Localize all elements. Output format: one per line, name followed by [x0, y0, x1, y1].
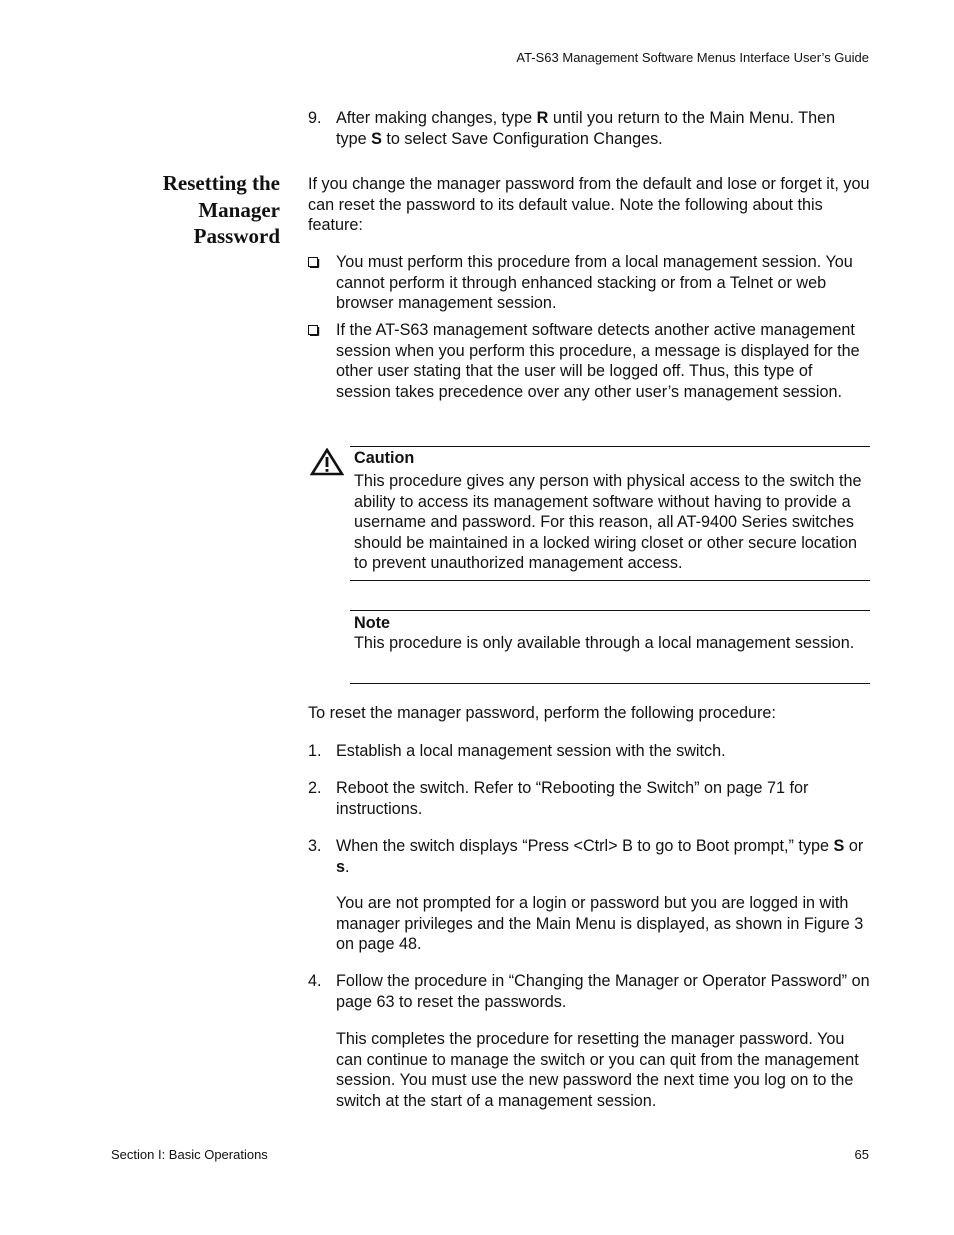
note-title: Note: [354, 614, 390, 632]
caution-top-rule: [350, 446, 870, 447]
step-9-text: After making changes, type R until you return to the Main Menu. Then type S to select Save Configuration Changes.: [336, 109, 836, 148]
warning-triangle-icon: [310, 448, 344, 476]
caution-bottom-rule: [350, 580, 870, 581]
running-header: AT-S63 Management Software Menus Interface User’s Guide: [516, 50, 869, 65]
procedure-intro: To reset the manager password, perform the following procedure:: [308, 704, 776, 722]
note-bottom-rule: [350, 683, 870, 684]
page-number: 65: [854, 1147, 869, 1162]
bullet-item: You must perform this procedure from a local management session. You cannot perform it through enhanced stacking or from a Telnet or web browser management session.: [336, 253, 853, 312]
step-3-note: You are not prompted for a login or password but you are logged in with manager privileges and the Main Menu is displayed, as shown in Figure 3 on page 48.: [336, 894, 864, 953]
section-intro: If you change the manager password from the default and lose or forget it, you can reset the password to its default value. Note the following about this feature:: [308, 175, 870, 234]
checkbox-bullet-icon: [308, 325, 320, 336]
step-1-number: 1.: [308, 742, 322, 760]
section-heading: Resetting the Manager Password: [162, 171, 280, 248]
step-4-note: This completes the procedure for resetting the manager password. You can continue to manage the switch or you can quit from the management session. You must use the new password the next time you log on to the switch at the start of a management session.: [336, 1030, 859, 1110]
note-text: This procedure is only available through a local management session.: [354, 634, 855, 652]
step-4-text: Follow the procedure in “Changing the Manager or Operator Password” on page 63 to reset the passwords.: [336, 972, 870, 1011]
note-top-rule: [350, 610, 870, 611]
caution-text: This procedure gives any person with physical access to the switch the ability to access its management software without having to provide a username and password. For this reason, all AT-9400 Series switches should be maintained in a locked wiring closet or other secure location to prevent unauthorized management access.: [354, 472, 862, 572]
step-2-number: 2.: [308, 779, 322, 797]
checkbox-bullet-icon: [308, 257, 320, 268]
step-1-text: Establish a local management session with the switch.: [336, 742, 726, 760]
step-2-text: Reboot the switch. Refer to “Rebooting the Switch” on page 71 for instructions.: [336, 779, 809, 818]
step-3-number: 3.: [308, 837, 322, 855]
caution-title: Caution: [354, 449, 415, 467]
bullet-item: If the AT-S63 management software detects another active management session when you perform this procedure, a message is displayed for the other user stating that the user will be logged off. Thus, this type of session takes precedence over any other user’s management session.: [336, 321, 860, 401]
step-3-text: When the switch displays “Press <Ctrl> B to go to Boot prompt,” type S or s.: [336, 837, 864, 876]
step-9-number: 9.: [308, 109, 322, 127]
footer-section: Section I: Basic Operations: [111, 1147, 268, 1162]
step-4-number: 4.: [308, 972, 322, 990]
